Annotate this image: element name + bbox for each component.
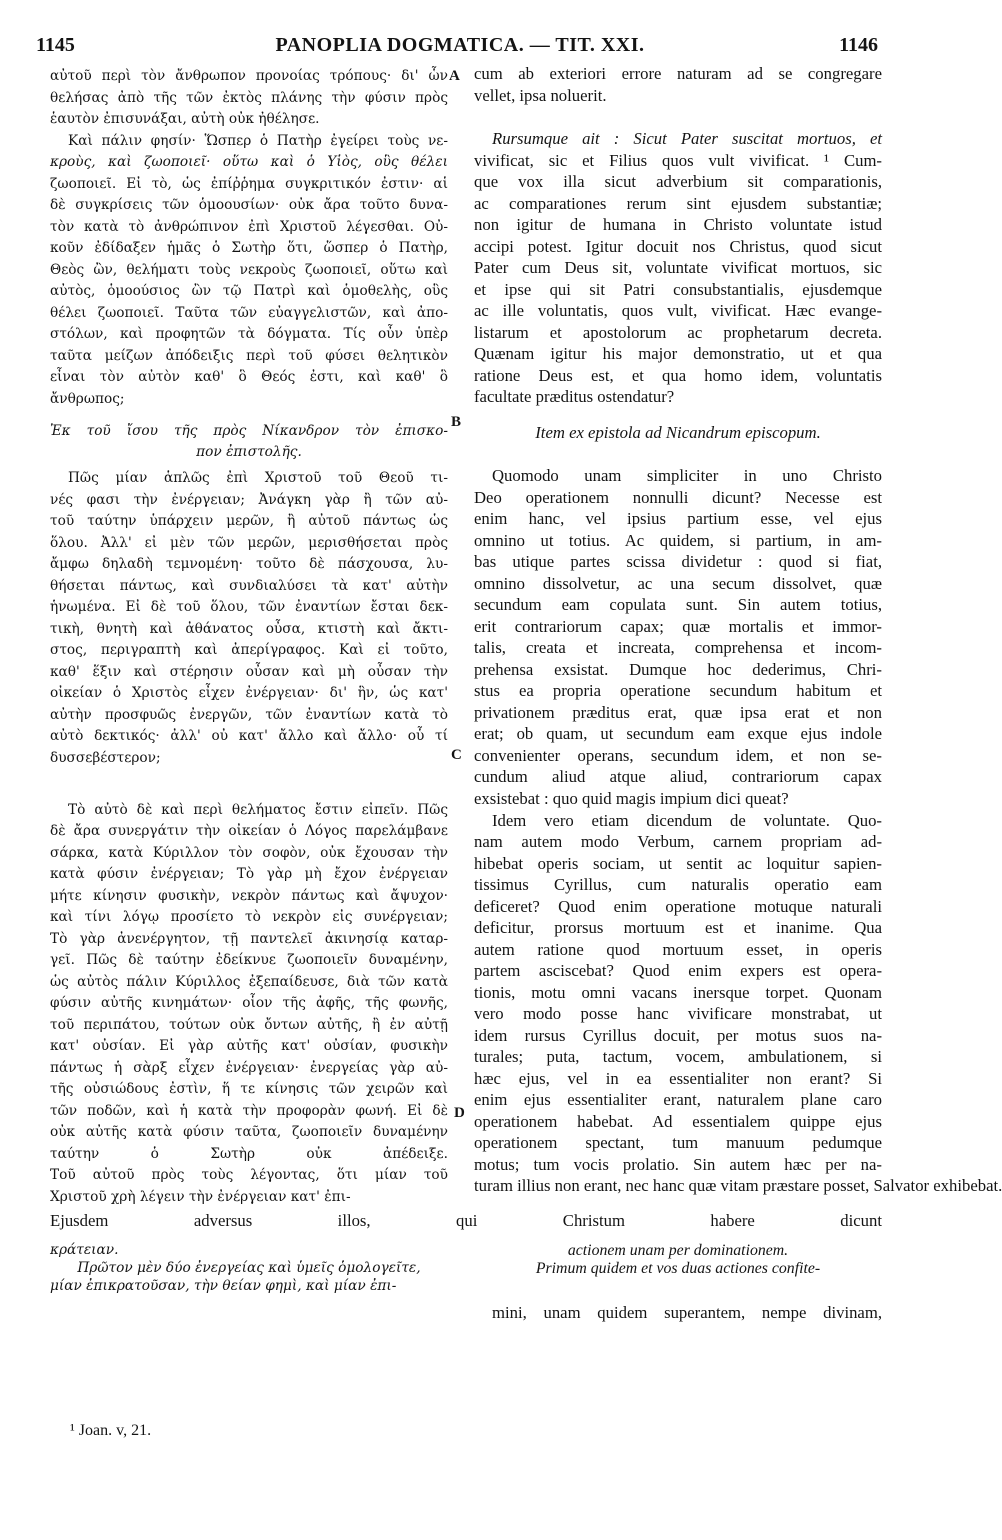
latin-line: autem ratione quod mortuum esset, in operis [474,940,882,959]
latin-line: tissimus Cyrillus, cum naturalis operatio eam [474,875,882,894]
latin-line: motus; tum vocis prolatio. Sin autem hæc per na- [474,1155,882,1174]
greek-line: πάντως ἡ σὰρξ εἶχεν ἐνέργειαν· ἐνεργείας γὰρ αὐ- [50,1060,448,1076]
greek-line: θήσεται πάντως, καὶ συνδιαλύσει τὰ κατ' αὐτὴν [50,578,448,594]
greek-line: εἶναι τὸν αὐτὸν καθ' ὃ Θεός ἐστι, καὶ καθ' ὃ [50,369,448,385]
margin-mark-c: C [451,747,462,763]
greek-line: Τὸ αὐτὸ δὲ καὶ περὶ θελήματος ἔστιν εἰπεῖν. Πῶς [68,802,448,818]
greek-line: τὸν κατὰ τὸ ἀνθρώπινον ἐπὶ Χριστοῦ λέγεσθαι. Οὐ- [50,219,448,235]
latin-line: Pater cum Deus sit, voluntate vivificat mortuos, sic [474,258,882,277]
latin-line: partem asciscebat? Quod enim expers est opera- [474,961,882,980]
greek-line: ἑαυτὸν ἐπισυνάξαι, αὐτὴ οὐκ ἠθέλησε. [50,111,320,127]
margin-mark-b: B [451,414,462,430]
margin-mark-d: D [454,1105,465,1121]
greek-line: Τοῦ αὐτοῦ πρὸς τοὺς λέγοντας, ὅτι μίαν τοῦ [50,1167,448,1183]
latin-line: bas utique partes scissa dividetur : quod si fiat, [474,552,882,571]
greek-section-heading: Πρῶτον μὲν δύο ἐνεργείας καὶ ὑμεῖς ὁμολογεῖτε, [77,1260,421,1276]
greek-line: κατ' οὐσίαν. Εἰ γὰρ αὐτῆς κατ' οὐσίαν, φυσικὴν [50,1038,448,1054]
latin-line: erit contrariorum capax; quæ mortalis et immor- [474,617,882,636]
greek-line: τῆς οὐσιώδους ἐστὶν, ἥ τε κίνησις τῶν χειρῶν καὶ [50,1081,448,1097]
greek-line: αὐτὸς, ὁμοούσιος ὢν τῷ Πατρὶ καὶ ὁμοθελὴς, οὓς [50,283,448,299]
latin-line: listarum et apostolorum ac prophetarum decreta. [474,323,882,342]
latin-line: operationem habebat. Ad essentialem quippe ejus [474,1112,882,1131]
latin-line: deficeret? Quod enim operatione motuque naturali [474,897,882,916]
greek-line: τῶν ποδῶν, καὶ ἡ κατὰ τὴν προφορὰν φωνή. Εἰ δὲ [50,1103,448,1119]
latin-spanning-line: Ejusdem adversus illos, qui Christum habere dicunt [50,1211,882,1230]
latin-line: enim hanc, vel ipsius partium esse, vel ejus [474,509,882,528]
latin-line: stus ea propria operatione secundum habitum et [474,681,882,700]
latin-line: operationem spectant, tum manuum pedumque [474,1133,882,1152]
latin-line: vivificat, sic et Filius quos vult vivificat. ¹ Cum- [474,151,882,170]
greek-line: ὡς αὐτὸς πάλιν Κύριλλος ἐξεπαίδευσε, διὰ τῶν κατὰ [50,974,448,990]
greek-line: καὶ τίνι λόγῳ προσίετο τὸ νεκρὸν εἰς συνέργειαν; [50,909,448,925]
latin-line: talis, creata et increata, comprehensa et incom- [474,638,882,657]
latin-section-heading: Primum quidem et vos duas actiones confite- [535,1260,821,1277]
latin-line: Quænam igitur his major demonstratio, ut et qua [474,344,882,363]
greek-line: τοῦ ταύτην ὑπάρχειν μερῶν, ἢ αὐτοῦ πάντως ὡς [50,513,448,529]
greek-line: ὅλου. Ἀλλ' εἰ μὲν τῶν μερῶν, μερισθήσεται πρὸς [50,535,448,551]
latin-line: convenienter operans, secundum idem, et non se- [474,746,882,765]
latin-line: deficitur, prorsus mortuum est et inanime. Qua [474,918,882,937]
greek-section-heading: Ἐκ τοῦ ἴσου τῆς πρὸς Νίκανδρον τὸν ἐπισκο- [50,423,448,439]
greek-line: ταῦτα μείζων ἀπόδειξις περὶ τοῦ φύσει θελητικὸν [50,348,448,364]
latin-line: Deo operationem nonnulli dicunt? Necesse est [474,488,882,507]
greek-line: δυσσεβέστερον; [50,750,161,766]
latin-line: tionis, motu omni vacans inersque torpet. Quonam [474,983,882,1002]
greek-line: κροὺς, καὶ ζωοποιεῖ· οὕτω καὶ ὁ Υἱὸς, οὓς θέλει [50,154,448,170]
greek-line: τικὴ, θνητὴ καὶ ἀθάνατος οὖσα, κτιστὴ καὶ ἄκτι- [50,621,448,637]
footnote: ¹ Joan. v, 21. [70,1422,152,1439]
greek-line: Πῶς μίαν ἁπλῶς ἐπὶ Χριστοῦ τοῦ Θεοῦ τι- [68,470,448,486]
latin-line: erat; ob quam, ut secundum eam exque ejus indole [474,724,882,743]
greek-line: Θεὸς ὢν, θελήματι τοὺς νεκροὺς ζωοποιεῖ, οὕτω καὶ [50,262,448,278]
greek-line: ζωοποιεῖ. Εἰ τὸ, ὡς ἐπίῤῥημα συγκριτικόν ἐστιν· αἱ [50,176,448,192]
greek-line: οἰκείαν ὁ Χριστὸς εἶχεν ἐνέργειαν· δι' ἣν, ὡς κατ' [50,685,448,701]
latin-line: facultate præditus ostendatur? [474,387,675,406]
latin-line: enim ejus essentialiter erant, naturalem plane carо [474,1090,882,1109]
greek-line: κοῦν ἐδίδαξεν ἡμᾶς ὁ Σωτὴρ ὅτι, ὥσπερ ὁ Πατὴρ, [50,240,448,256]
greek-line: οὐκ αὐτῆς κατὰ φύσιν ταῦτα, ζωοποιεῖν δυναμένην [50,1124,448,1140]
greek-line: ἡνωμένα. Εἰ δὲ τοῦ ὅλου, τῶν ἐναντίων ἔσται δεκ- [50,599,448,615]
greek-line: τοῦ περιπάτου, τούτων οὐκ ὄντων αὐτῆς, ἢ ἐν αὐτῇ [50,1017,448,1033]
greek-line: ἄνθρωπος; [50,391,125,407]
greek-line: κατὰ φύσιν ἐνέργειαν; Τὸ γὰρ μὴ ἔχον ἐνέργειαν [50,866,448,882]
latin-section-heading: Item ex epistola ad Nicandrum episcopum. [535,423,821,442]
running-header [0,34,920,64]
latin-line: non igitur de humana in Christo voluntate istud [474,215,882,234]
greek-line: αὐτοῦ περὶ τὸν ἄνθρωπον προνοίας τρόπους· δι' ὧν [50,68,448,84]
greek-line: σάρκα, κατὰ Κύριλλον τὸν σοφὸν, οὐκ ἔχουσαν τὴν [50,845,448,861]
page-number-right: 1146 [839,34,878,56]
latin-line: ac comparationes rerum sint ejusdem substantiæ; [474,194,882,213]
greek-line: Τὸ γὰρ ἀνενέργητον, τῇ παντελεῖ ἀκινησίᾳ καταρ- [50,931,448,947]
greek-line: ἄμφω δηλαδὴ τεμνομένη· τοῦτο δὲ πάσχουσα, λυ- [50,556,448,572]
latin-line: que vox illa sicut adverbium sit comparationis, [474,172,882,191]
greek-line: νές φασι τὴν ἐνέργειαν; Ἀνάγκη γὰρ ἢ τῶν αὐ- [50,492,448,508]
greek-line: γεῖ. Πῶς δὲ ταύτην ἐδείκνυε ζωοποιεῖν δυναμένην, [50,952,448,968]
latin-line: omnino dissolvetur, ac una secum dissolvet, quæ [474,574,882,593]
greek-section-heading: πον ἐπιστολῆς. [196,444,302,460]
latin-line: nam autem modo Verbum, carnem propriam ad- [474,832,882,851]
latin-line: omnino ut totius. Ac quidem, si partium, in am- [474,531,882,550]
page-number-left: 1145 [36,34,75,56]
latin-line: turales; puta, tactum, vocem, ambulationem, si [474,1047,882,1066]
greek-line: αὐτὴν προσφυῶς ἐνεργῶν, τῶν ἐναντίων κατὰ τὸ [50,707,448,723]
latin-line: cum ab exteriori errore naturam ad se congregare [474,64,882,83]
greek-line: δὲ συγκρίσεις τῶν ὁμοουσίων· οὐκ ἄρα τοῦτο δυνα- [50,197,448,213]
latin-line: hibebat operis sociam, ut sentit ac loquitur sapien- [474,854,882,873]
latin-line: prehensa exsistat. Dumque hoc dederimus, Chri- [474,660,882,679]
latin-line: vero modo posse hanc vivificare monstrabat, ut [474,1004,882,1023]
greek-section-heading: κράτειαν. [50,1242,119,1258]
latin-line: vellet, ipsa noluerit. [474,86,607,105]
latin-line: ratione Deus est, et qua homo idem, voluntatis [474,366,882,385]
greek-line: καθ' ἕξιν καὶ στέρησιν οὖσαν καὶ μὴ οὖσαν τὴν [50,664,448,680]
latin-line: Rursumque ait : Sicut Pater suscitat mortuos, et [492,129,882,148]
greek-line: Καὶ πάλιν φησίν· Ὥσπερ ὁ Πατὴρ ἐγείρει τοὺς νε- [68,133,448,149]
greek-line: μήτε κίνησιν φυσικὴν, νεκρὸν πάντως καὶ ἄψυχον· [50,888,448,904]
latin-line: privationem præditus erat, quæ ipsa erat et non [474,703,882,722]
greek-line: φύσιν αὐτῆς κινημάτων· οἷον τῆς ἀφῆς, τῆς φωνῆς, [50,995,448,1011]
latin-line: Quomodo unam simpliciter in uno Christo [492,466,882,485]
greek-line: αὐτὸ δεκτικός· ἀλλ' οὐ κατ' ἄλλο καὶ ἄλλο· οὗ τί [50,728,448,744]
greek-line: ταύτην ὁ Σωτὴρ οὐκ ἀπέδειξε. [50,1146,448,1162]
margin-mark-a: A [449,68,460,84]
latin-line: accipi potest. Igitur docuit nos Christus, quod sicut [474,237,882,256]
latin-line: exsistebat : quo quid magis impium dici queat? [474,789,789,808]
latin-line: mini, unam quidem superantem, nempe divinam, [492,1303,882,1322]
greek-line: θέλει ζωοποιεῖ. Ταῦτα τῶν εὐαγγελιστῶν, καὶ ἀπο- [50,305,448,321]
latin-line: cundum aliud atque aliud, contrariorum capax [474,767,882,786]
latin-line: idem rursus Cyrillus docuit, per motus suos na- [474,1026,882,1045]
latin-section-heading: actionem unam per dominationem. [567,1242,789,1259]
greek-line: δὲ ἄρα συνεργάτιν τὴν οἰκείαν ὁ Λόγος παρελάμβανε [50,823,448,839]
latin-line: Idem vero etiam dicendum de voluntate. Quo- [492,811,882,830]
latin-line: et ipse qui sit Patri consubstantialis, ejusdemque [474,280,882,299]
latin-line: hæc ejus, vel in ea essentialiter non erant? Si [474,1069,882,1088]
greek-section-heading: μίαν ἐπικρατοῦσαν, τὴν θείαν φημὶ, καὶ μίαν ἐπι- [50,1278,397,1294]
latin-line: ac ille voluntatis, quos vult, vivificat. Hæc evange- [474,301,882,320]
greek-line: στόλων, καὶ προφητῶν τὰ δόγματα. Τίς οὖν ὑπὲρ [50,326,448,342]
greek-line: στος, περιγραπτὴ καὶ ἀπερίγραφος. Καὶ εἰ τοῦτο, [50,642,448,658]
greek-line: θελήσας ἀπὸ τῆς τῶν ἐκτὸς πλάνης τὴν φύσιν πρὸς [50,90,448,106]
page-title: PANOPLIA DOGMATICA. — TIT. XXI. [275,34,645,56]
greek-line: Χριστοῦ χρὴ λέγειν τὴν ἐνέργειαν κατ' ἐπι- [50,1189,351,1205]
latin-line: turam illius non erant, nec hanc quæ vitam præstare posset, Salvator exhibebat. [474,1176,1002,1195]
latin-line: secundum eam copulata sunt. Sin autem totius, [474,595,882,614]
